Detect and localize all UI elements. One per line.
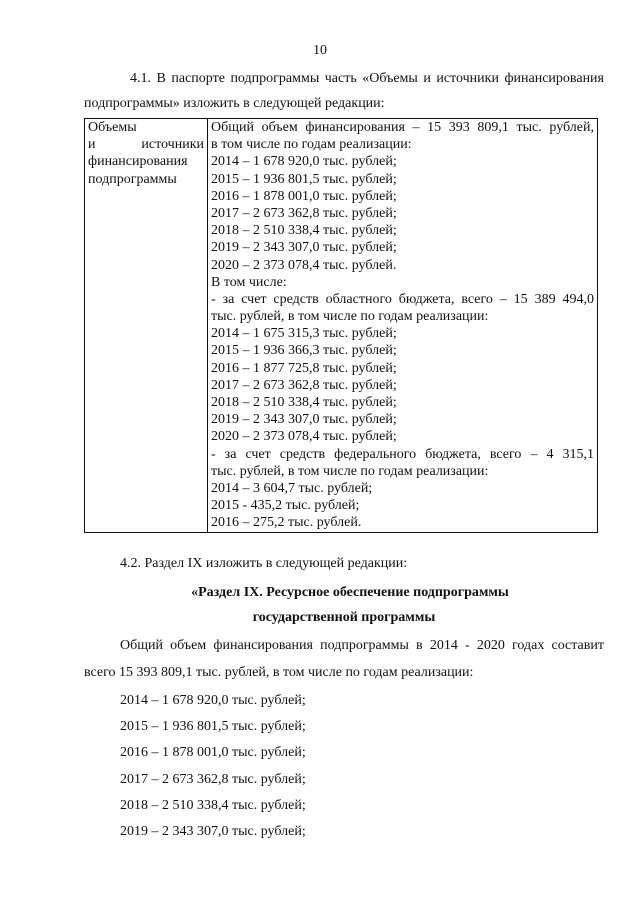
label-cell (85, 119, 208, 533)
passport-table-row (85, 119, 598, 533)
passport-table (84, 118, 598, 533)
content-line: 2016 – 1 878 001,0 тыс. рублей; (211, 188, 397, 204)
content-line: 2016 – 275,2 тыс. рублей. (211, 515, 362, 531)
body-paragraph: Общий объем финансирования подпрограммы в 2014 - 2020 годах составит всего 15 393 809,1 тыс. рублей, в том числе по годам реализации: (84, 638, 604, 680)
section-title-line2: государственной программы (252, 610, 436, 625)
year-list-item: 2015 – 1 936 801,5 тыс. рублей; (120, 719, 306, 735)
section-title-line1: «Раздел IX. Ресурсное обеспечение подпрограммы (191, 585, 509, 600)
label-line: Объемы (88, 120, 137, 135)
content-line: тыс. рублей, в том числе по годам реализации: (211, 463, 489, 479)
content-line: 2019 – 2 343 307,0 тыс. рублей; (211, 240, 397, 256)
content-cell (208, 119, 598, 533)
content-line: - за счет средств областного бюджета, всего – 15 389 494,0 (211, 291, 594, 307)
content-line: 2017 – 2 673 362,8 тыс. рублей; (211, 205, 397, 221)
content-line: - за счет средств федерального бюджета, всего – 4 315,1 (211, 446, 594, 462)
label-line: и источники (88, 137, 204, 153)
content-line: 2018 – 2 510 338,4 тыс. рублей; (211, 223, 397, 239)
year-list (120, 688, 306, 845)
content-line: 2014 – 1 678 920,0 тыс. рублей; (211, 154, 397, 170)
content-line: 2015 – 1 936 801,5 тыс. рублей; (211, 171, 397, 187)
year-list-item: 2017 – 2 673 362,8 тыс. рублей; (120, 771, 306, 787)
content-line: 2017 – 2 673 362,8 тыс. рублей; (211, 377, 397, 393)
content-line: в том числе по годам реализации: (211, 137, 412, 153)
content-line: 2018 – 2 510 338,4 тыс. рублей; (211, 395, 397, 410)
content-line: 2014 – 1 675 315,3 тыс. рублей; (211, 326, 397, 342)
content-line: Общий объем финансирования – 15 393 809,1 тыс. рублей, (211, 120, 594, 135)
content-line: 2016 – 1 877 725,8 тыс. рублей; (211, 360, 397, 376)
page-number: 10 (313, 43, 327, 58)
content-line: 2015 – 1 936 366,3 тыс. рублей; (211, 343, 397, 359)
content-lines (211, 119, 594, 532)
label-line: финансирования (88, 154, 188, 170)
section-intro: 4.2. Раздел IX изложить в следующей редакции: (120, 556, 408, 571)
content-line: 2015 - 435,2 тыс. рублей; (211, 498, 360, 514)
content-line: 2020 – 2 373 078,4 тыс. рублей. (211, 257, 397, 273)
content-line: В том числе: (211, 274, 287, 290)
content-line: 2019 – 2 343 307,0 тыс. рублей; (211, 412, 397, 428)
content-line: тыс. рублей, в том числе по годам реализации: (211, 309, 489, 325)
label-lines (88, 119, 204, 188)
content-line: 2014 – 3 604,7 тыс. рублей; (211, 480, 373, 496)
year-list-item: 2014 – 1 678 920,0 тыс. рублей; (120, 693, 306, 708)
intro-paragraph: 4.1. В паспорте подпрограммы часть «Объемы и источники финансирования подпрограммы» изложить в следующей редакции: (84, 71, 604, 111)
year-list-item: 2016 – 1 878 001,0 тыс. рублей; (120, 745, 306, 761)
year-list-item: 2019 – 2 343 307,0 тыс. рублей; (120, 823, 306, 839)
label-line: подпрограммы (88, 171, 177, 187)
year-list-item: 2018 – 2 510 338,4 тыс. рублей; (120, 797, 306, 813)
content-line: 2020 – 2 373 078,4 тыс. рублей; (211, 429, 397, 445)
